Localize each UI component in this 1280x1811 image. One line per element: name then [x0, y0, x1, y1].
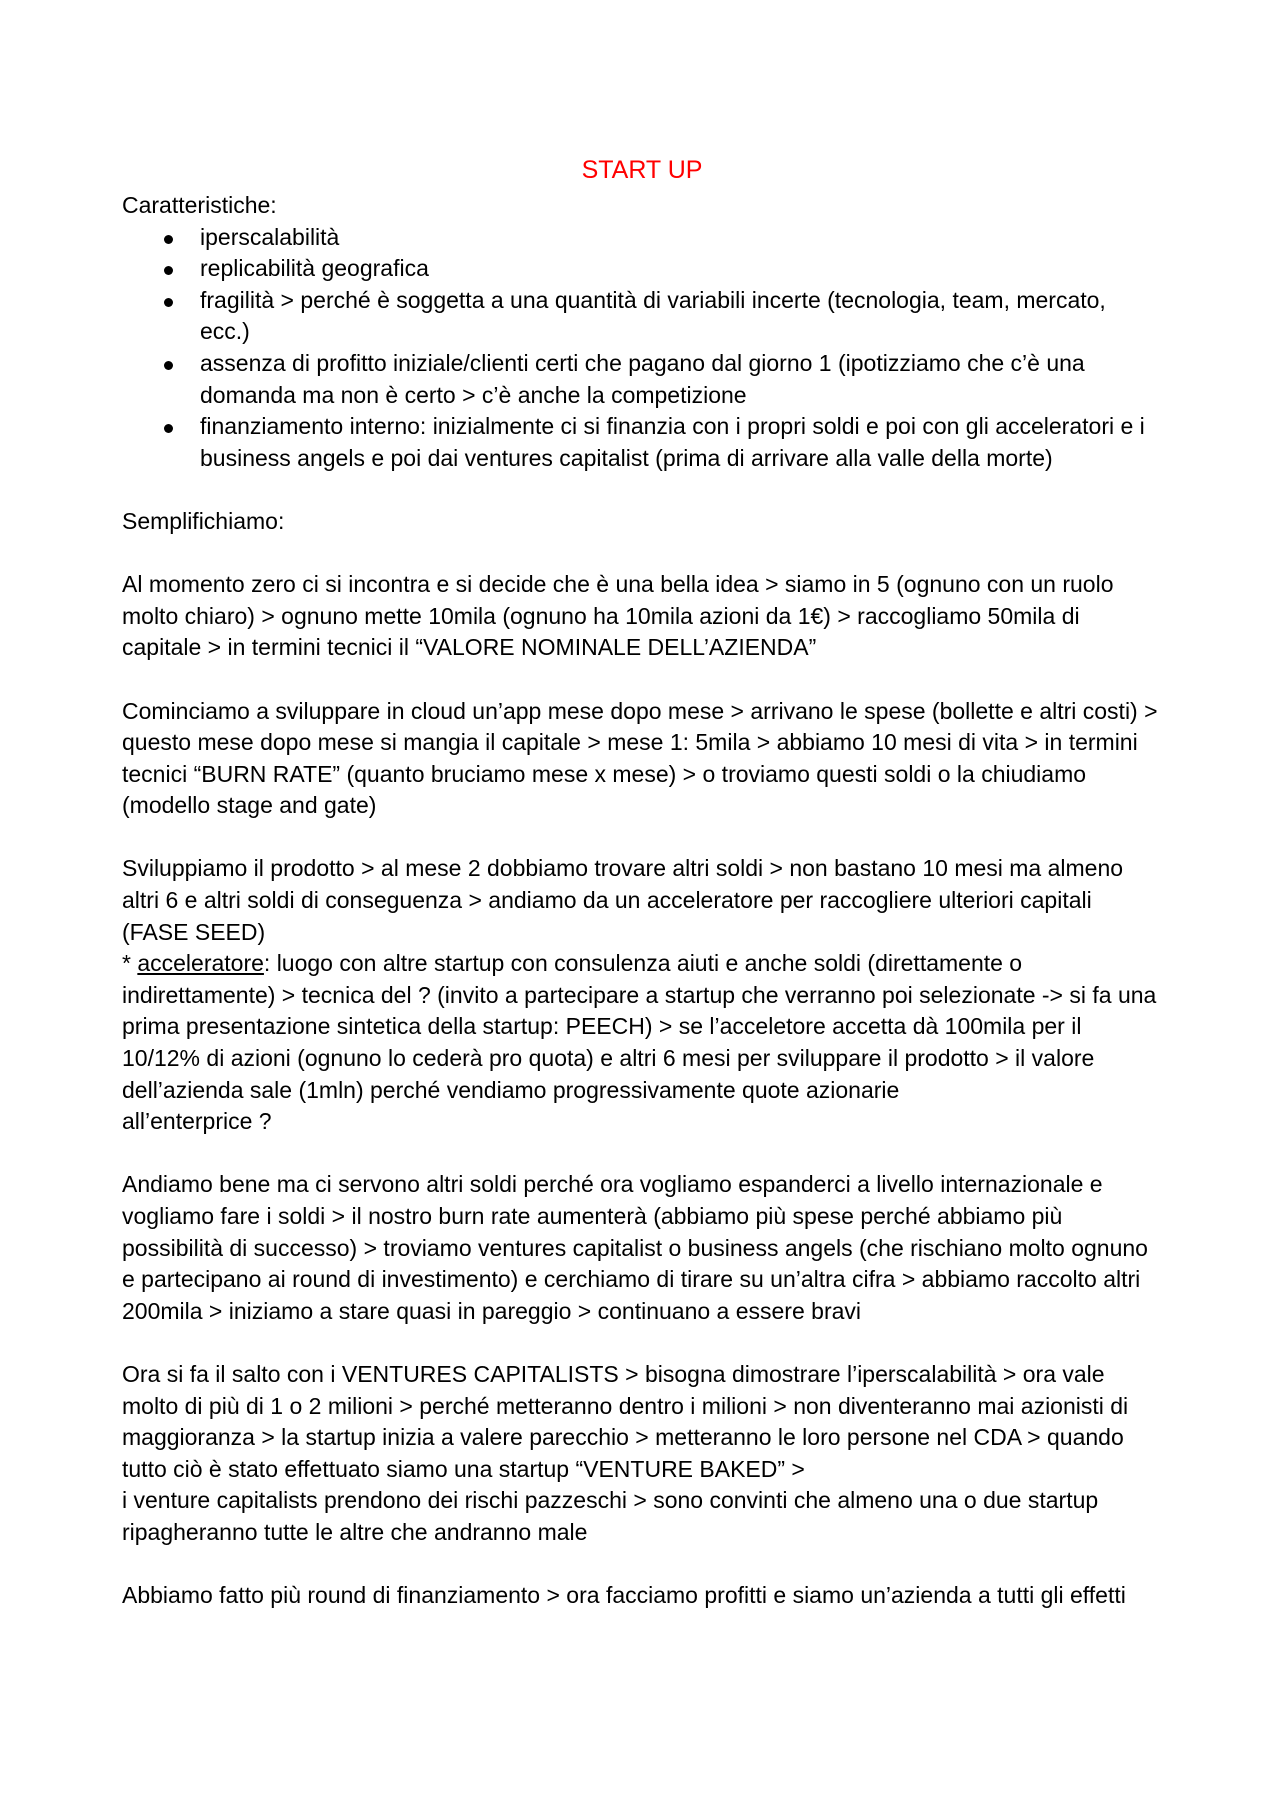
paragraph-venture-capital-tail: i venture capitalists prendono dei rischi pazzeschi > sono convinti che almeno una o due startup ripagheranno tutte le altre che andranno male: [122, 1487, 1099, 1545]
spacer: [122, 474, 1162, 506]
list-item: fragilità > perché è soggetta a una quantità di variabili incerte (tecnologia, team, mercato, ecc.): [122, 285, 1162, 348]
simplify-heading: Semplifichiamo:: [122, 507, 285, 534]
list-item: iperscalabilità: [122, 222, 1162, 254]
spacer: [122, 664, 1162, 696]
document-body: [122, 152, 1162, 1612]
paragraph-expansion: Andiamo bene ma ci servono altri soldi perché ora vogliamo espanderci a livello internazionale e vogliamo fare i soldi > il nostro burn rate aumenterà (abbiamo più spese perché abbiamo più possibilità di successo) > troviamo ventures capitalist o business angels (che rischiano molto ognuno e partecipano ai round di investimento) e cerchiamo di tirare su un’altra cifra > abbiamo raccolto altri 200mila > iniziamo a stare quasi in pareggio > continuano a essere bravi: [122, 1171, 1148, 1324]
list-item: replicabilità geografica: [122, 253, 1162, 285]
paragraph-accelerator: * acceleratore: luogo con altre startup con consulenza aiuti e anche soldi (direttamente o indirettamente) > tecnica del ? (invito a partecipare a startup che verranno poi selezionate -> si fa una prima presentazione sintetica della startup: PEECH) > se l’acceletore accetta dà 100mila per il 10/12% di azioni (ognuno lo cederà pro quota) e altri 6 mesi per sviluppare il prodotto > il valore dell’azienda sale (1mln) perché vendiamo progressivamente quote azionarie: [122, 950, 1157, 1103]
page-title: START UP: [581, 156, 703, 184]
paragraph-burn-rate: Cominciamo a sviluppare in cloud un’app mese dopo mese > arrivano le spese (bollette e altri costi) > questo mese dopo mese si mangia il capitale > mese 1: 5mila > abbiamo 10 mesi di vita > in termini tecnici “BURN RATE” (quanto bruciamo mese x mese) > o troviamo questi soldi o la chiudiamo (modello stage and gate): [122, 697, 1158, 819]
bullet-icon: [164, 361, 173, 370]
bullet-icon: [164, 235, 173, 244]
bullet-icon: [164, 424, 173, 433]
bullet-icon: [164, 298, 173, 307]
spacer: [122, 1138, 1162, 1170]
paragraph-venture-capital: Ora si fa il salto con i VENTURES CAPITALISTS > bisogna dimostrare l’iperscalabilità > ora vale molto di più di 1 o 2 milioni > perché metteranno dentro i milioni > non diventeranno mai azionisti di maggioranza > la startup inizia a valere parecchio > metteranno le loro persone nel CDA > quando tutto ciò è stato effettuato siamo una startup “VENTURE BAKED” >: [122, 1360, 1129, 1482]
list-item: assenza di profitto iniziale/clienti certi che pagano dal giorno 1 (ipotizziamo che c’è una domanda ma non è certo > c’è anche la competizione: [122, 348, 1162, 411]
paragraph-moment-zero: Al momento zero ci si incontra e si decide che è una bella idea > siamo in 5 (ognuno con un ruolo molto chiaro) > ognuno mette 10mila (ognuno ha 10mila azioni da 1€) > raccogliamo 50mila di capitale > in termini tecnici il “VALORE NOMINALE DELL’AZIENDA”: [122, 571, 1114, 661]
characteristics-list: [122, 222, 1162, 475]
paragraph-profit: Abbiamo fatto più round di finanziamento > ora facciamo profitti e siamo un’azienda a tutti gli effetti: [122, 1582, 1126, 1609]
paragraph-accelerator-tail: all’enterprice ?: [122, 1108, 272, 1135]
spacer: [122, 538, 1162, 570]
bullet-icon: [164, 266, 173, 275]
characteristics-heading: Caratteristiche:: [122, 192, 277, 218]
spacer: [122, 1327, 1162, 1359]
accelerator-term: acceleratore: [137, 950, 264, 977]
spacer: [122, 822, 1162, 854]
spacer: [122, 1549, 1162, 1581]
list-item: finanziamento interno: inizialmente ci si finanzia con i propri soldi e poi con gli acceleratori e i business angels e poi dai ventures capitalist (prima di arrivare alla valle della morte): [122, 411, 1162, 474]
paragraph-seed: Sviluppiamo il prodotto > al mese 2 dobbiamo trovare altri soldi > non bastano 10 mesi ma almeno altri 6 e altri soldi di conseguenza > andiamo da un acceleratore per raccogliere ulteriori capitali (FASE SEED): [122, 855, 1124, 945]
